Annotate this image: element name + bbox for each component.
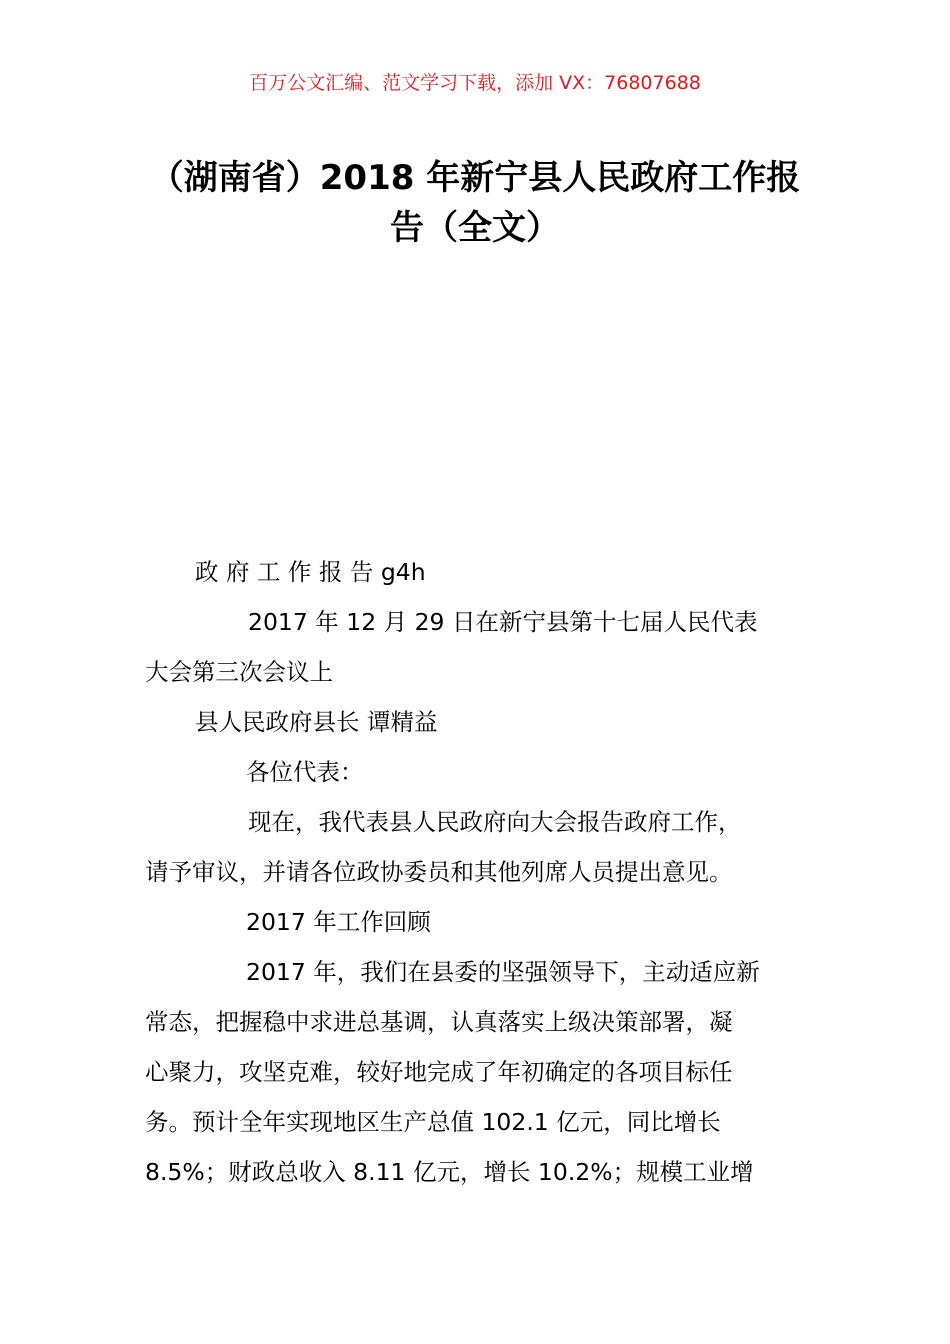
salutation: 各位代表： [246, 758, 364, 786]
speaker-line: 县人民政府县长 谭精益 [195, 708, 438, 736]
report-heading: 政 府 工 作 报 告 g4h [195, 558, 426, 586]
paragraph-2-line: 8.5%；财政总收入 8.11 亿元，增长 10.2%；规模工业增 [145, 1158, 754, 1186]
paragraph-2-line: 心聚力，攻坚克难，较好地完成了年初确定的各项目标任 [145, 1058, 733, 1086]
section-heading: 2017 年工作回顾 [246, 908, 431, 936]
paragraph-1-line: 现在，我代表县人民政府向大会报告政府工作， [248, 808, 742, 836]
document-title-line1: （湖南省）2018 年新宁县人民政府工作报 [149, 158, 801, 198]
paragraph-2-line: 务。预计全年实现地区生产总值 102.1 亿元，同比增长 [145, 1108, 721, 1136]
date-line-cont: 大会第三次会议上 [145, 658, 333, 686]
watermark-banner: 百万公文汇编、范文学习下载，添加 VX：76807688 [249, 72, 701, 94]
paragraph-2-line: 2017 年，我们在县委的坚强领导下，主动适应新 [246, 958, 760, 986]
document-title-line2: 告（全文） [390, 208, 560, 248]
paragraph-1-line: 请予审议，并请各位政协委员和其他列席人员提出意见。 [145, 858, 733, 886]
date-line: 2017 年 12 月 29 日在新宁县第十七届人民代表 [248, 608, 758, 636]
paragraph-2-line: 常态，把握稳中求进总基调，认真落实上级决策部署，凝 [145, 1008, 733, 1036]
